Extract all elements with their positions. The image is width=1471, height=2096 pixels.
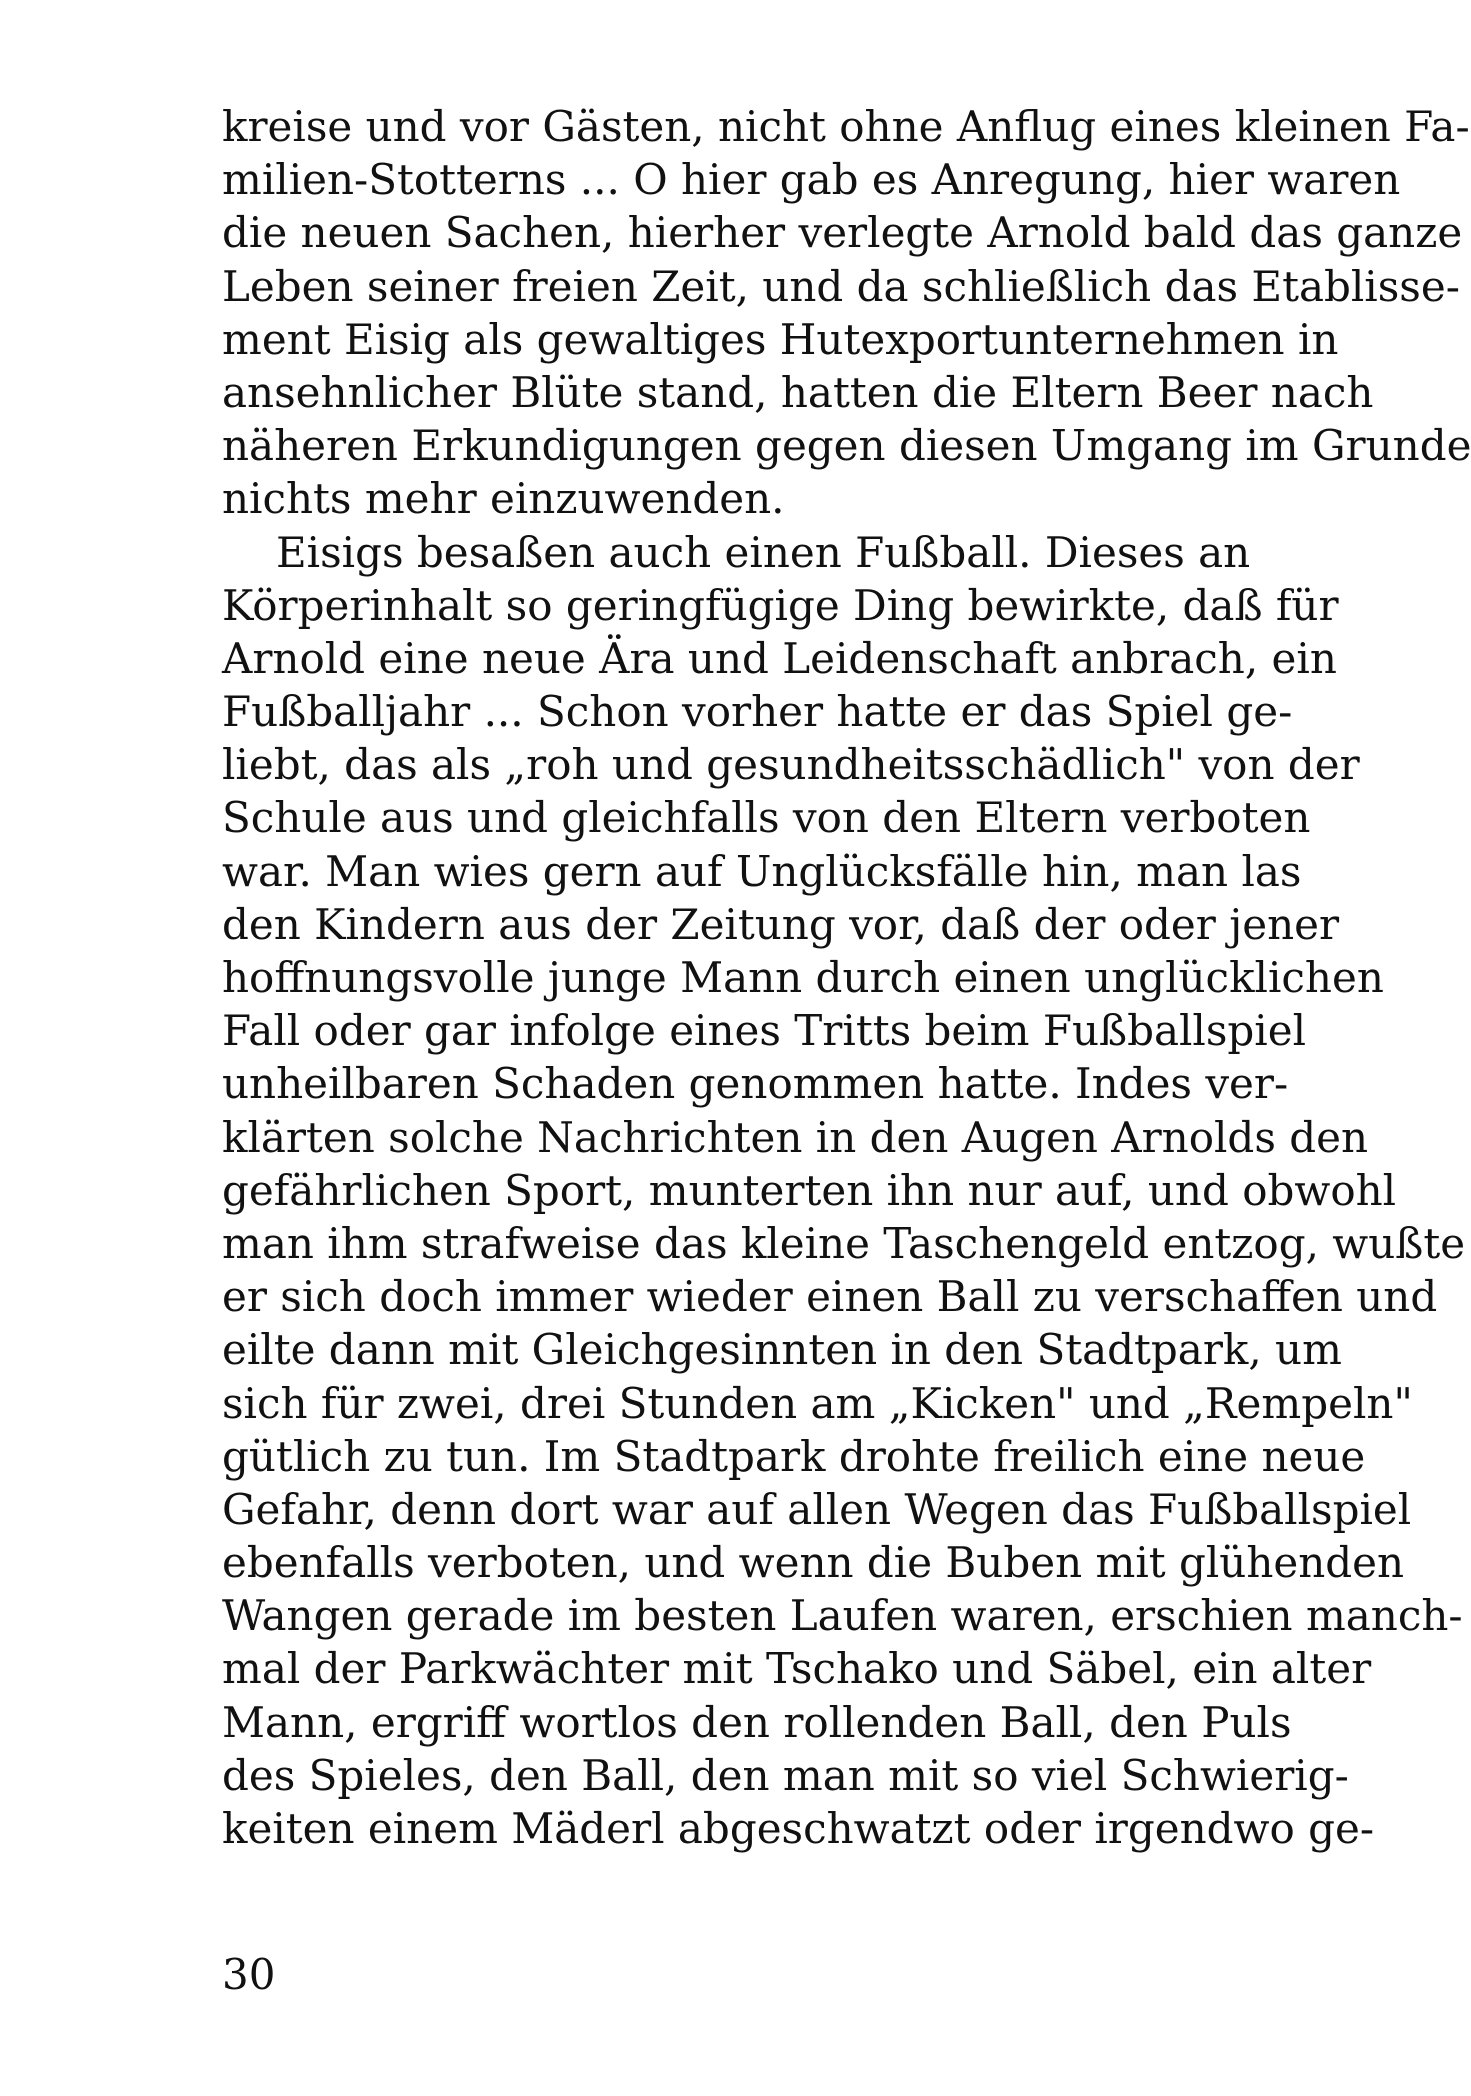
text-line: den Kindern aus der Zeitung vor, daß der oder jener	[222, 899, 1340, 949]
text-line: war. Man wies gern auf Unglücksfälle hin, man las	[222, 846, 1302, 896]
body-text	[222, 100, 1471, 1855]
text-line: man ihm strafweise das kleine Taschengeld entzog, wußte	[222, 1218, 1466, 1268]
text-line: sich für zwei, drei Stunden am „Kicken" und „Rempeln"	[222, 1378, 1413, 1428]
text-line: Mann, ergriff wortlos den rollenden Ball, den Puls	[222, 1697, 1292, 1747]
text-line: ebenfalls verboten, und wenn die Buben mit glühenden	[222, 1538, 1405, 1588]
text-line: klärten solche Nachrichten in den Augen Arnolds den	[222, 1112, 1369, 1162]
text-line: Fall oder gar infolge eines Tritts beim Fußballspiel	[222, 1006, 1307, 1056]
text-line: keiten einem Mäderl abgeschwatzt oder irgendwo ge-	[222, 1804, 1375, 1853]
text-line: kreise und vor Gästen, nicht ohne Anflug eines kleinen Fa-	[222, 102, 1470, 151]
text-line: die neuen Sachen, hierher verlegte Arnold bald das ganze	[222, 208, 1463, 258]
text-line: Fußballjahr ... Schon vorher hatte er das Spiel ge-	[222, 687, 1293, 737]
text-line: liebt, das als „roh und gesundheitsschädlich" von der	[222, 740, 1360, 790]
text-line: unheilbaren Schaden genommen hatte. Indes ver-	[222, 1059, 1289, 1109]
text-line: Gefahr, denn dort war auf allen Wegen das Fußballspiel	[222, 1484, 1412, 1534]
text-line: Schule aus und gleichfalls von den Eltern verboten	[222, 793, 1311, 843]
text-line: eilte dann mit Gleichgesinnten in den Stadtpark, um	[222, 1325, 1342, 1375]
text-line: Körperinhalt so geringfügige Ding bewirkte, daß für	[222, 580, 1339, 630]
text-line: milien-Stotterns ... O hier gab es Anregung, hier waren	[222, 155, 1401, 205]
text-line: des Spieles, den Ball, den man mit so viel Schwierig-	[222, 1750, 1349, 1800]
text-line: näheren Erkundigungen gegen diesen Umgang im Grunde	[222, 421, 1471, 471]
page-number: 30	[222, 1950, 276, 1999]
text-line: Arnold eine neue Ära und Leidenschaft anbrach, ein	[222, 633, 1337, 683]
text-line: hoffnungsvolle junge Mann durch einen unglücklichen	[222, 953, 1384, 1002]
text-line: Wangen gerade im besten Laufen waren, erschien manch-	[222, 1591, 1463, 1641]
text-line: mal der Parkwächter mit Tschako und Säbel, ein alter	[222, 1644, 1372, 1694]
text-line: er sich doch immer wieder einen Ball zu verschaffen und	[222, 1272, 1438, 1322]
text-line: Leben seiner freien Zeit, und da schließlich das Etablisse-	[222, 261, 1460, 311]
text-line: gefährlichen Sport, munterten ihn nur auf, und obwohl	[222, 1165, 1397, 1215]
text-line: gütlich zu tun. Im Stadtpark drohte freilich eine neue	[222, 1431, 1366, 1481]
text-line: nichts mehr einzuwenden.	[222, 474, 785, 524]
text-line: ansehnlicher Blüte stand, hatten die Eltern Beer nach	[222, 367, 1374, 417]
text-line: Eisigs besaßen auch einen Fußball. Dieses an	[276, 527, 1251, 577]
text-line: ment Eisig als gewaltiges Hutexportunternehmen in	[222, 314, 1339, 364]
